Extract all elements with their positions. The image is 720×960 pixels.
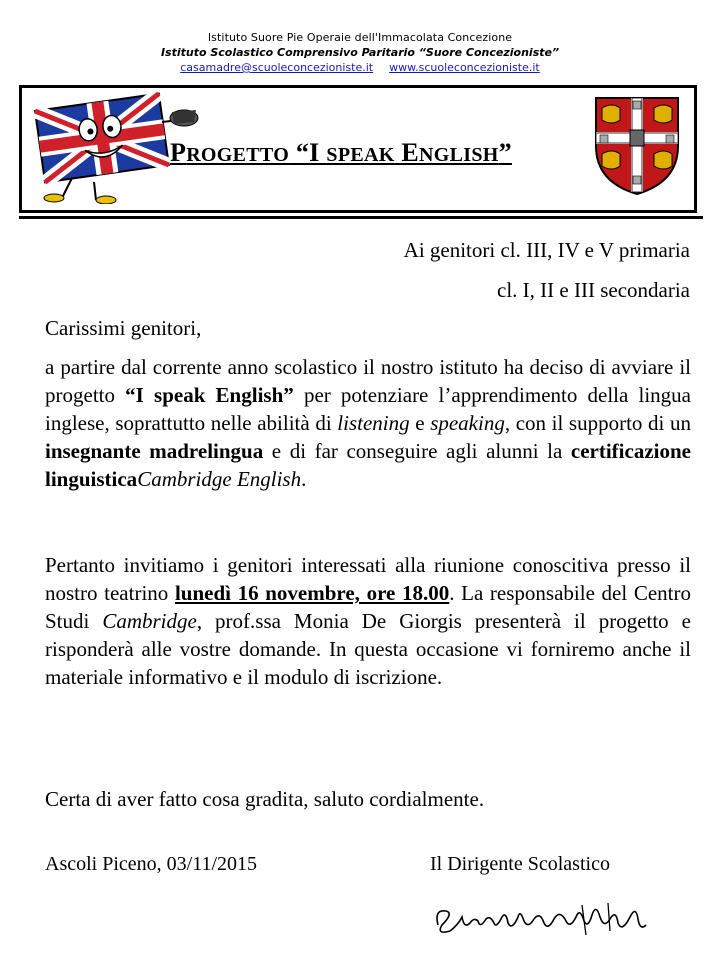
recipients-line-1: Ai genitori cl. III, IV e V primaria bbox=[403, 238, 690, 262]
recipients-line-2: cl. I, II e III secondaria bbox=[497, 278, 690, 302]
place-date: Ascoli Piceno, 03/11/2015 bbox=[45, 853, 258, 875]
contact-line bbox=[0, 60, 720, 75]
signer-title: Il Dirigente Scolastico bbox=[430, 853, 610, 875]
website-link[interactable]: www.scuoleconcezioniste.it bbox=[389, 61, 540, 74]
cambridge-crest-icon bbox=[594, 96, 680, 196]
project-title: PROGETTO “I SPEAK ENGLISH” bbox=[170, 138, 512, 167]
meeting-date: lunedì 16 novembre, ore 18.00 bbox=[174, 581, 450, 605]
institute-name: Istituto Suore Pie Operaie dell'Immacolata Concezione bbox=[207, 31, 513, 44]
handwritten-signature bbox=[432, 895, 662, 945]
paragraph-project-intro: a partire dal corrente anno scolastico il nostro istituto ha deciso di avviare il progetto “I speak English” per potenziare l’apprendimento della lingua inglese, soprattutto nelle abilità di listening e speaking, con il supporto di un insegnante madrelingua e di far conseguire agli alunni la certificazione linguisticaCambridge English. bbox=[45, 355, 692, 491]
school-name: Istituto Scolastico Comprensivo Paritario “Suore Concezioniste” bbox=[160, 46, 560, 59]
project-banner bbox=[19, 85, 697, 213]
salutation: Carissimi genitori, bbox=[45, 316, 202, 340]
closing-line: Certa di aver fatto cosa gradita, saluto cordialmente. bbox=[45, 787, 485, 811]
email-link[interactable]: casamadre@scuoleconcezioniste.it bbox=[180, 61, 374, 74]
letterhead bbox=[0, 30, 720, 75]
paragraph-meeting-invite: Pertanto invitiamo i genitori interessati alla riunione conoscitiva presso il nostro teatrino lunedì 16 novembre, ore 18.00. La responsabile del Centro Studi Cambridge, prof.ssa Monia De Giorgis presenterà il progetto e risponderà alle vostre domande. In questa occasione vi forniremo anche il materiale informativo e il modulo di iscrizione. bbox=[45, 553, 692, 689]
